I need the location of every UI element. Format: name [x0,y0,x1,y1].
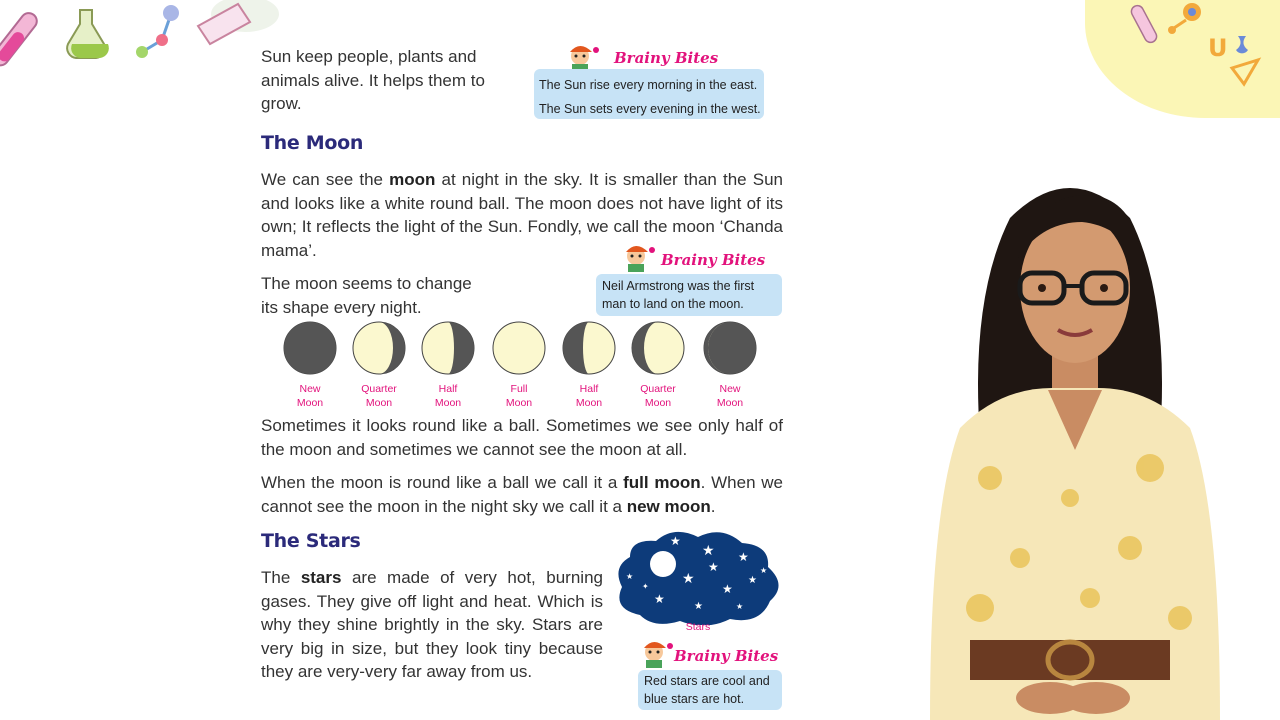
science-doodles-topleft [0,0,290,70]
text-run: . When we cannot see the moon in the night sky we call it a [261,473,784,516]
phase-label-line: Moon [644,397,672,409]
moon-phase-new-moon [703,321,757,375]
svg-text:★: ★ [708,560,719,574]
intro-line: grow. [261,94,302,113]
phase-label-line: New [299,383,321,395]
cartoon-kid-icon [562,42,602,72]
phase-label-line: Quarter [361,383,397,395]
brainy-bites-title: Brainy Bites [614,49,719,67]
svg-text:★: ★ [748,575,757,586]
science-doodles-topright [1120,0,1280,100]
brainy-bites-sun [534,42,766,120]
stars-caption: Stars [685,621,711,633]
moon-phase-label [413,382,483,410]
svg-text:★: ★ [760,566,768,575]
moon-phase-waxing-crescent [352,321,406,375]
svg-text:★: ★ [626,572,634,581]
brainy-bites-box [596,274,782,316]
presenter-avatar [900,178,1240,720]
moon-phase-label [275,382,345,410]
atom-icon [1168,3,1201,34]
svg-text:★: ★ [670,534,681,548]
text-run: The [261,568,301,587]
phase-label-line: Moon [434,397,462,409]
brainy-bites-line: blue stars are hot. [644,692,745,706]
phase-label-line: Moon [575,397,603,409]
brainy-bites-box [638,670,782,710]
cartoon-kid-icon [618,242,658,272]
cartoon-kid-icon [636,638,676,668]
moon-phase-new-moon [283,321,337,375]
intro-line: Sun keep people, plants and [261,47,477,66]
phase-label-line: Half [438,383,458,395]
brainy-bites-line: man to land on the moon. [602,297,744,311]
svg-text:★: ★ [702,542,715,558]
brainy-bites-armstrong [596,242,782,316]
svg-text:★: ★ [694,601,703,612]
brainy-bites-title: Brainy Bites [661,251,766,269]
text-run: are made of very hot, burning gases. They give off light and heat. Which is why they shine brightly in the sky. Stars are very big in size, but they look tiny because they are very-very far away from us. [261,568,603,681]
stars-paragraph [261,566,603,684]
moon-heading: The Moon [261,132,364,154]
stars-heading: The Stars [261,530,361,552]
phase-label-line: New [719,383,741,395]
keyword-full-moon: full moon [623,473,701,492]
svg-text:★: ★ [654,592,665,606]
brainy-bites-line: The Sun rise every morning in the east. [539,78,758,92]
brainy-bites-line: Red stars are cool and [644,674,770,688]
moon-phase-last-quarter [562,321,616,375]
keyword-moon: moon [389,170,436,189]
moon-phase-label [344,382,414,410]
test-tube-icon [0,10,40,69]
keyword-stars: stars [300,568,342,587]
svg-text:✦: ✦ [642,582,649,591]
moon-phase-full-moon [492,321,546,375]
svg-text:★: ★ [722,582,733,596]
text-run: Sometimes it looks round like a ball. Sometimes we see only half of the moon and sometimes we cannot see the moon at all. [261,416,783,459]
phase-label-line: Full [510,383,528,395]
moon-paragraph-2 [261,272,561,319]
phase-label-line: Moon [296,397,324,409]
svg-text:★: ★ [736,602,744,611]
moon-phase-label [695,382,765,410]
phase-label-line: Moon [505,397,533,409]
moon-phase-waning-crescent [631,321,685,375]
svg-text:★: ★ [682,570,695,586]
text-run: When the moon is round like a ball we call it a [261,473,624,492]
triangle-icon [1232,60,1258,84]
molecule-icon [136,5,179,58]
intro-paragraph [261,45,524,116]
keyword-new-moon: new moon [626,496,711,516]
stars-illustration [610,527,784,625]
moon-paragraph-3 [261,414,783,461]
text-line: its shape every night. [261,297,422,317]
moon-phase-first-quarter [421,321,475,375]
brainy-bites-line: The Sun sets every evening in the west. [539,102,761,116]
intro-line: animals alive. It helps them to [261,70,485,90]
svg-text:★: ★ [738,550,749,564]
moon-shadow [284,322,336,374]
text-run: We can see the [261,170,390,189]
phase-label-line: Half [579,383,599,395]
svg-text:U: U [1208,34,1228,62]
moon-paragraph-4 [261,471,783,518]
phase-label-line: Moon [716,397,744,409]
text-run: at night in the sky. It is smaller than the Sun and looks like a white round ball. The moon does not have light of its own; It reflects the light of the Sun. Fondly, we call the moon ‘Chanda mama’. [261,170,783,260]
brainy-bites-line: Neil Armstrong was the first [602,279,755,293]
moon-phase-label [554,382,624,410]
brainy-bites-title: Brainy Bites [674,647,779,665]
text-run: . [710,496,716,516]
text-line: The moon seems to change [261,274,472,293]
brainy-bites-stars [634,638,782,710]
flask-icon [67,10,109,58]
moon-phase-label [484,382,554,410]
phase-label-line: Moon [365,397,393,409]
beaker-icon [198,0,279,44]
brainy-bites-box [534,69,764,119]
phase-label-line: Quarter [640,383,676,395]
flask-icon [1236,36,1248,53]
moon-phase-label [623,382,693,410]
test-tube-icon [1129,4,1158,45]
